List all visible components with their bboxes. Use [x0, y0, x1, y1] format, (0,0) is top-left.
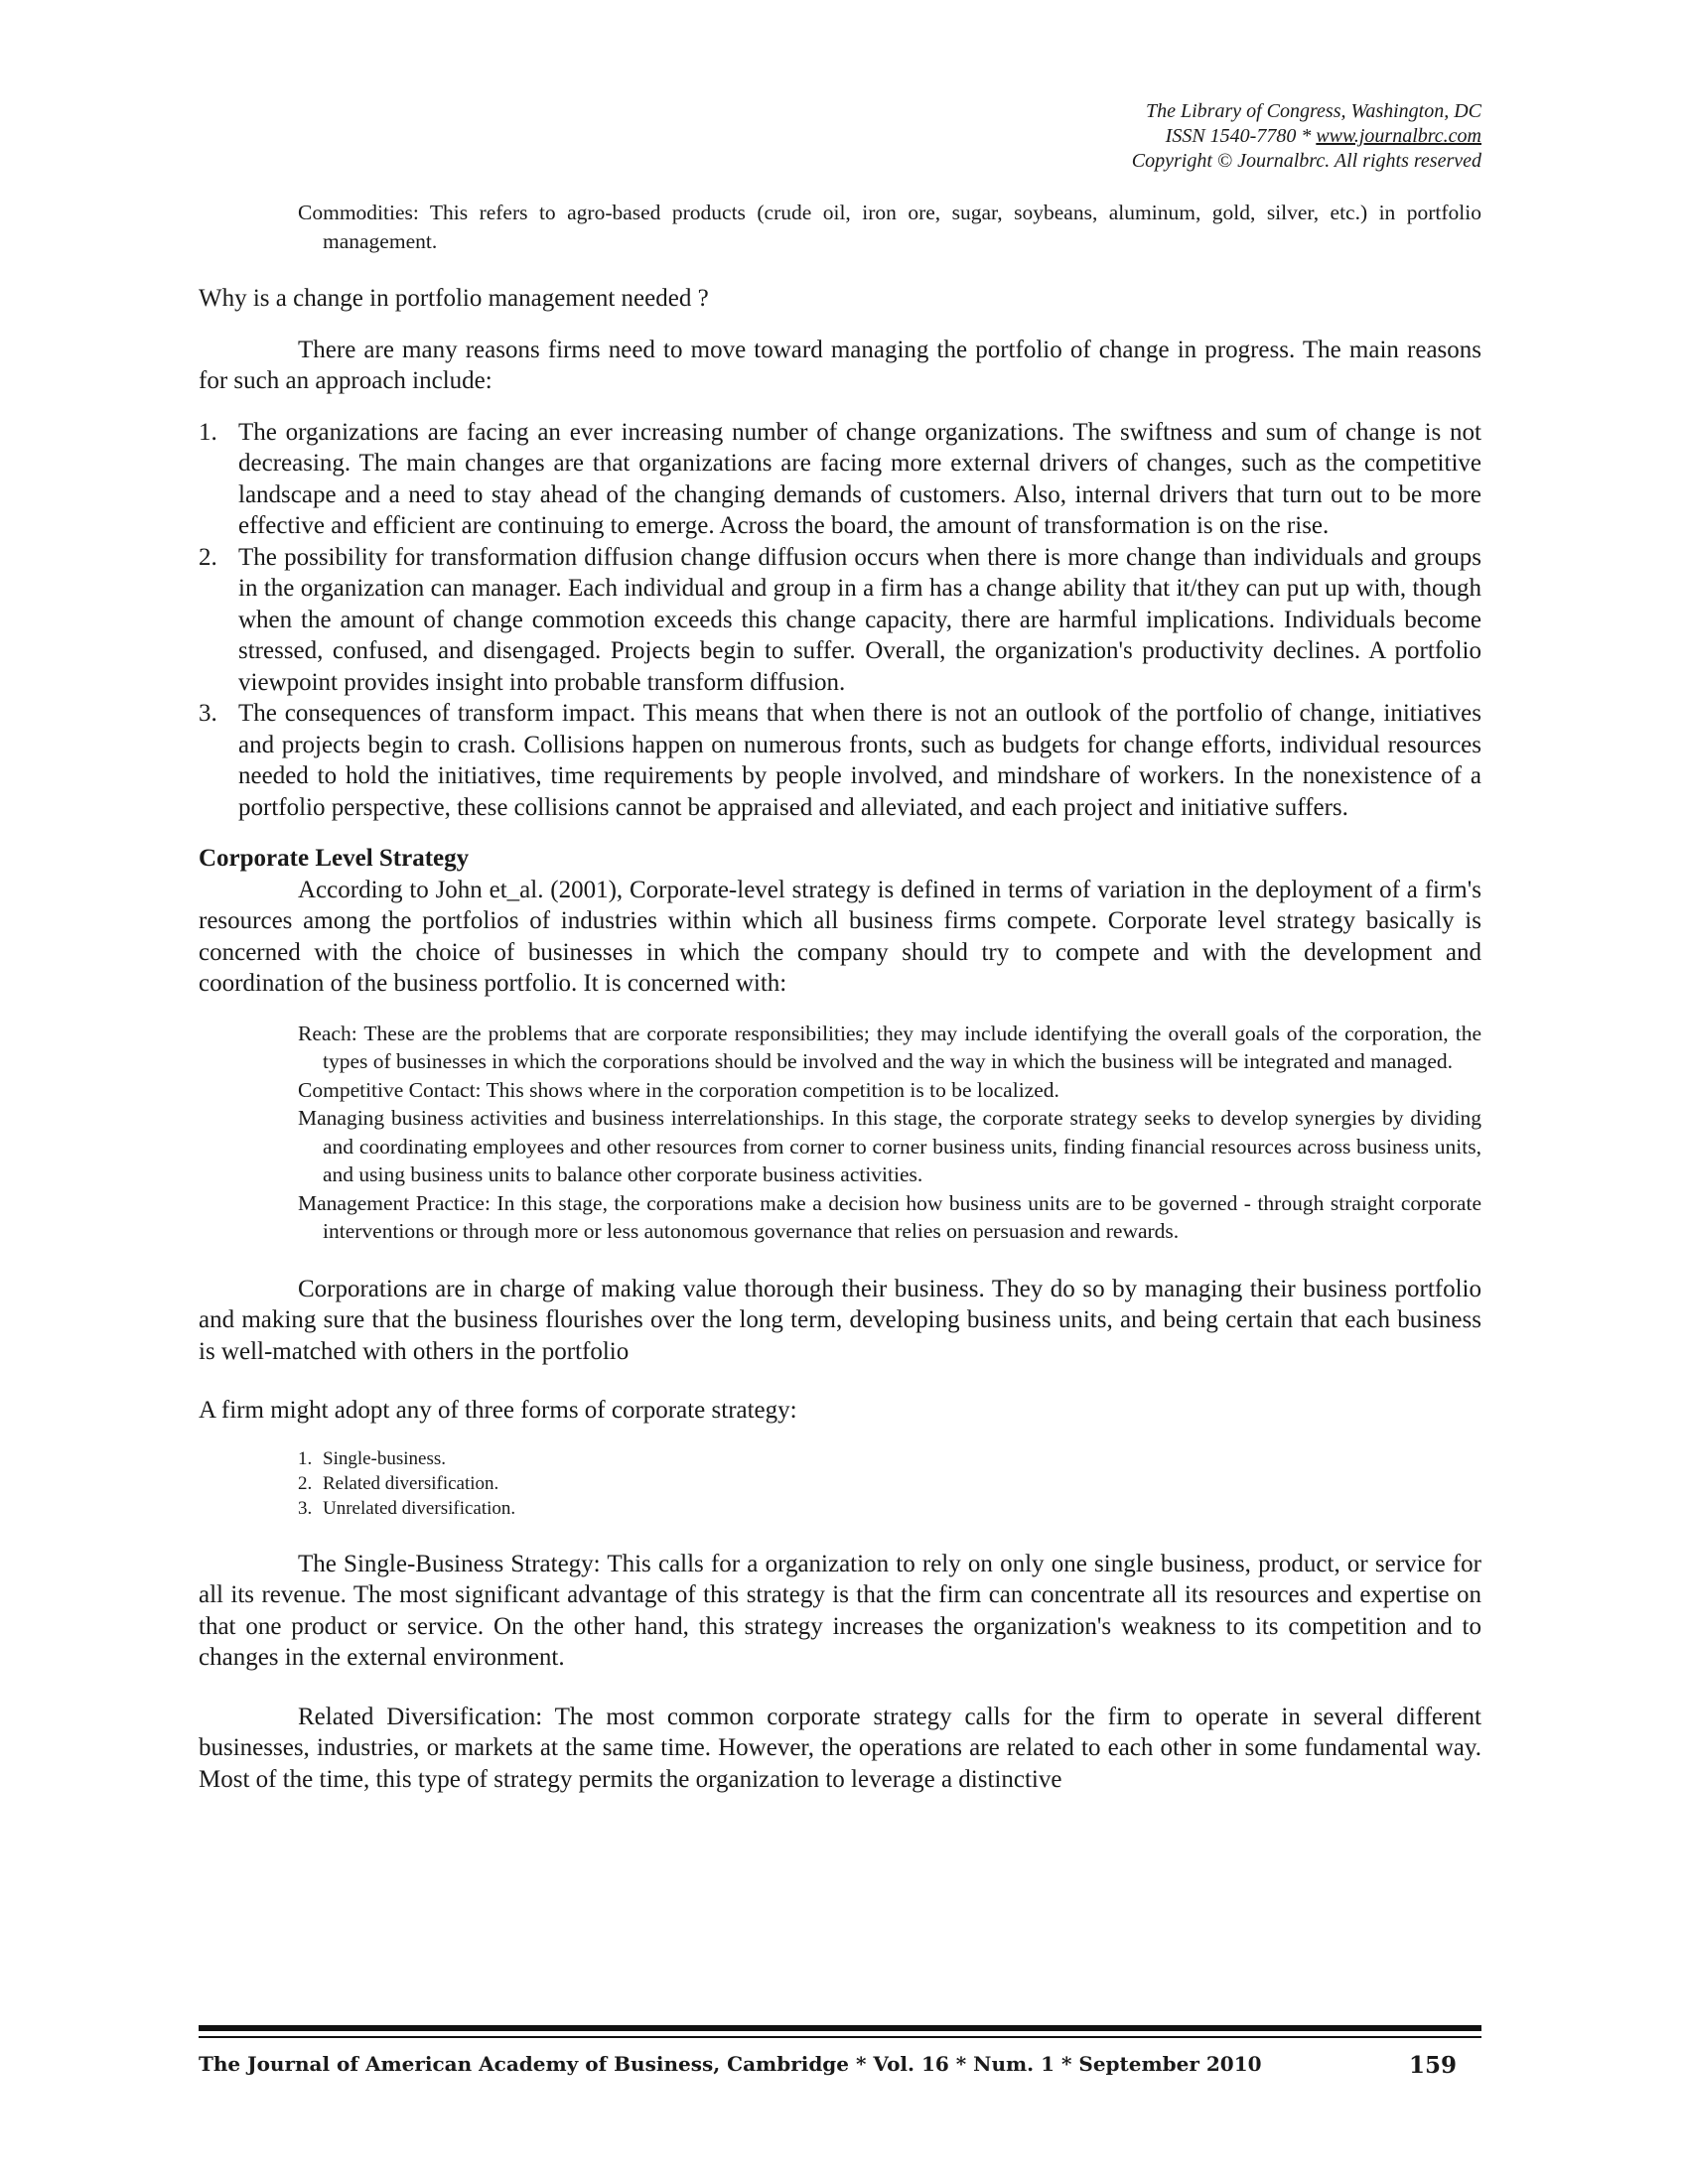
page-header [786, 99, 1481, 174]
footer-journal: The Journal of American Academy of Business, Cambridge * Vol. 16 * Num. 1 * September 2010 [199, 2052, 1262, 2076]
header-issn [786, 124, 1481, 149]
form-item [298, 1496, 1481, 1521]
journal-site-link[interactable]: www.journalbrc.com [1316, 125, 1481, 147]
header-copyright: Copyright © Journalbrc. All rights reserved [1131, 150, 1481, 172]
reason-text: The organizations are facing an ever increasing number of change organizations. The swiftness and sum of change is not decreasing. The main changes are that organizations are facing more external drivers of changes, such as the competitive landscape and a need to stay ahead of the changing demands of customers. Also, internal drivers that turn out to be more effective and efficient are continuing to emerge. Across the board, the amount of transformation is on the rise. [238, 418, 1481, 539]
reason-item [199, 698, 1481, 823]
reason-number: 3. [199, 700, 217, 727]
header-issn-text: ISSN 1540-7780 * [1165, 125, 1317, 147]
forms-intro: A firm might adopt any of three forms of corporate strategy: [199, 1397, 797, 1424]
page-number: 159 [1408, 2052, 1457, 2079]
concern-item: Managing business activities and business interrelationships. In this stage, the corporate strategy seeks to develop synergies by dividing and coordinating employees and other resources from corner to corner business units, finding financial resources across business units, and using business units to balance other corporate business activities. [298, 1106, 1481, 1186]
footer-rule-thin [199, 2036, 1481, 2038]
form-item [298, 1471, 1481, 1496]
corporate-paragraph: According to John et_al. (2001), Corporate-level strategy is defined in terms of variation in the deployment of a firm's resources among the portfolios of industries within which all business firms compete. Corporate level strategy basically is concerned with the choice of businesses in which the company should try to compete and with the development and coordination of the business portfolio. It is concerned with: [199, 876, 1481, 997]
concern-item: Competitive Contact: This shows where in the corporation competition is to be localized. [298, 1077, 1059, 1102]
corporate-heading: Corporate Level Strategy [199, 845, 470, 872]
form-text: Single-business. [323, 1447, 447, 1469]
form-number: 1. [298, 1447, 313, 1469]
why-intro: There are many reasons firms need to move toward managing the portfolio of change in progress. The main reasons for such an approach include: [199, 336, 1481, 394]
form-number: 3. [298, 1497, 313, 1519]
concern-item: Reach: These are the problems that are corporate responsibilities; they may include identifying the overall goals of the corporation, the types of businesses in which the corporations should be involved and the way in which the business will be integrated and managed. [298, 1021, 1481, 1073]
concern-item: Management Practice: In this stage, the corporations make a decision how business units are to be governed - through straight corporate interventions or through more or less autonomous governance that relies on persuasion and rewards. [298, 1190, 1481, 1243]
reason-number: 2. [199, 543, 217, 571]
form-text: Unrelated diversification. [323, 1497, 516, 1519]
related-diversification-paragraph: Related Diversification: The most common corporate strategy calls for the firm to operate in several different businesses, industries, or markets at the same time. However, the operations are related to each other in some fundamental way. Most of the time, this type of strategy permits the organization to leverage a distinctive [199, 1703, 1481, 1793]
concerns-list [199, 1020, 1481, 1246]
form-number: 2. [298, 1472, 313, 1494]
reason-text: The possibility for transformation diffusion change diffusion occurs when there is more change than individuals and groups in the organization can manager. Each individual and group in a firm has a change ability that it/they can put up with, though when the amount of change commotion exceeds this change capacity, there are harmful implications. Individuals become stressed, confused, and disengaged. Projects begin to suffer. Overall, the organization's productivity declines. A portfolio viewpoint provides insight into probable transform diffusion. [238, 543, 1481, 696]
header-library: The Library of Congress, Washington, DC [1145, 100, 1481, 122]
form-item [298, 1446, 1481, 1471]
why-heading: Why is a change in portfolio management needed ? [199, 285, 709, 312]
forms-list [298, 1446, 1481, 1521]
article-body [199, 199, 1481, 1795]
page-footer [199, 2052, 1481, 2079]
corporations-paragraph: Corporations are in charge of making value thorough their business. They do so by managing their business portfolio and making sure that the business flourishes over the long term, developing business units, and being certain that each business is well-matched with others in the portfolio [199, 1275, 1481, 1365]
reason-text: The consequences of transform impact. This means that when there is not an outlook of the portfolio of change, initiatives and projects begin to crash. Collisions happen on numerous fronts, such as budgets for change efforts, individual resources needed to hold the initiatives, time requirements by people involved, and mindshare of workers. In the nonexistence of a portfolio perspective, these collisions cannot be appraised and alleviated, and each project and initiative suffers. [238, 700, 1481, 821]
commodities-item: Commodities: This refers to agro-based products (crude oil, iron ore, sugar, soybeans, aluminum, gold, silver, etc.) in portfolio management. [298, 201, 1481, 253]
reason-number: 1. [199, 418, 217, 446]
reason-item [199, 542, 1481, 699]
single-business-paragraph: The Single-Business Strategy: This calls for a organization to rely on only one single business, product, or service for all its revenue. The most significant advantage of this strategy is that the firm can concentrate all its resources and expertise on that one product or service. On the other hand, this strategy increases the organization's weakness to its competition and to changes in the external environment. [199, 1550, 1481, 1671]
reasons-list [199, 417, 1481, 824]
footer-rule [199, 2025, 1481, 2031]
reason-item [199, 417, 1481, 542]
form-text: Related diversification. [323, 1472, 499, 1494]
